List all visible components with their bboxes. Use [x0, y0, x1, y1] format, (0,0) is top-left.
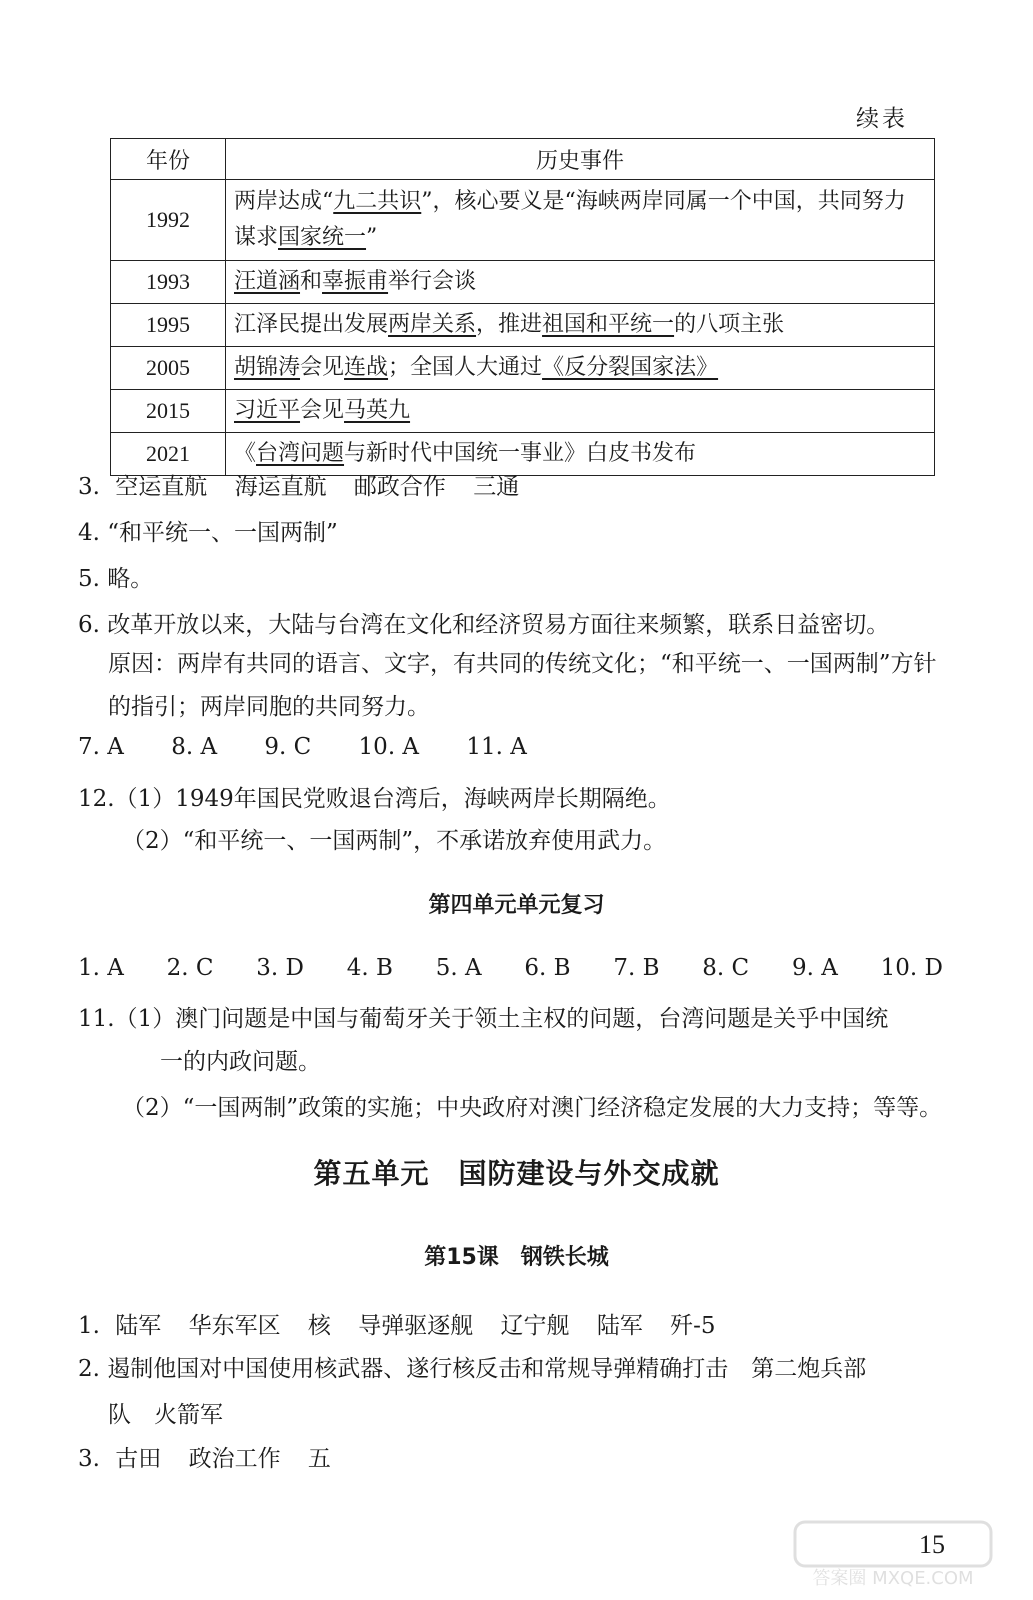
answer-3: 3. 空运直航 海运直航 邮政合作 三通 — [78, 474, 520, 500]
year-cell: 2005 — [111, 347, 226, 390]
watermark-logo-icon — [793, 1520, 993, 1590]
answers-7-11: 7. A 8. A 9. C 10. A 11. A — [78, 734, 527, 760]
unit5-answer-2-line-1: 2. 遏制他国对中国使用核武器、遂行核反击和常规导弹精确打击 第二炮兵部 — [78, 1356, 867, 1382]
event-cell — [226, 180, 935, 261]
table-row — [111, 304, 935, 347]
event-text: 和 — [300, 269, 323, 294]
table-header-row — [111, 139, 935, 180]
event-cell — [226, 261, 935, 304]
event-text: ，推进 — [476, 312, 543, 337]
underlined-term: 汪道涵 — [234, 269, 301, 294]
page-number: 15 — [919, 1530, 945, 1559]
event-text: 与新时代中国统一事业》白皮书发布 — [344, 441, 697, 466]
event-text: 的八项主张 — [674, 312, 785, 337]
history-events-table — [110, 138, 935, 476]
review-answer-11-2: （2）“一国两制”政策的实施；中央政府对澳门经济稳定发展的大力支持；等等。 — [122, 1095, 943, 1121]
underlined-term: 胡锦涛 — [234, 355, 301, 380]
event-text: 举行会谈 — [388, 269, 477, 294]
answer-12-2: （2）“和平统一、一国两制”，不承诺放弃使用武力。 — [122, 828, 667, 854]
year-cell: 1993 — [111, 261, 226, 304]
event-cell — [226, 347, 935, 390]
year-cell: 2015 — [111, 390, 226, 433]
unit5-answer-2-line-2: 队 火箭军 — [108, 1402, 223, 1428]
event-text: ；全国人大通过 — [388, 355, 543, 380]
underlined-term: 辜振甫 — [322, 269, 389, 294]
header-year: 年份 — [111, 139, 226, 180]
unit-5-heading: 第五单元 国防建设与外交成就 — [313, 1157, 720, 1190]
watermark-text: 答案圈 MXQE.COM — [812, 1568, 974, 1589]
table-row — [111, 261, 935, 304]
event-text: 《 — [234, 441, 257, 466]
event-cell — [226, 304, 935, 347]
underlined-term: 国家统一 — [278, 225, 367, 250]
event-text: 江泽民提出发展 — [234, 312, 389, 337]
event-text: ”，核心要义是“海峡两岸同属一个中国，共同努力谋求 — [234, 189, 906, 250]
review-answer-11-1b: 一的内政问题。 — [160, 1049, 321, 1075]
answer-6-line-1: 6. 改革开放以来，大陆与台湾在文化和经济贸易方面往来频繁，联系日益密切。 — [78, 612, 890, 638]
event-text: 会见 — [300, 398, 345, 423]
review-answers-1-10: 1. A 2. C 3. D 4. B 5. A 6. B 7. B 8. C 9. A 10. D — [78, 955, 943, 981]
answer-4: 4. “和平统一、一国两制” — [78, 520, 338, 546]
underlined-term: 《反分裂国家法》 — [542, 355, 719, 380]
table-row — [111, 180, 935, 261]
table-row — [111, 390, 935, 433]
underlined-term: 习近平 — [234, 398, 301, 423]
review-heading: 第四单元单元复习 — [428, 893, 605, 918]
unit5-answer-1: 1. 陆军 华东军区 核 导弹驱逐舰 辽宁舰 陆军 歼-5 — [78, 1313, 716, 1339]
underlined-term: 马英九 — [344, 398, 411, 423]
answer-6-line-2: 原因：两岸有共同的语言、文字，有共同的传统文化；“和平统一、一国两制”方针 — [108, 651, 937, 677]
event-cell — [226, 390, 935, 433]
underlined-term: 连战 — [344, 355, 389, 380]
year-cell: 1992 — [111, 180, 226, 261]
underlined-term: 九二共识 — [333, 189, 422, 214]
review-answer-11-1a: 11.（1）澳门问题是中国与葡萄牙关于领土主权的问题，台湾问题是关乎中国统 — [78, 1006, 889, 1032]
year-cell: 2021 — [111, 433, 226, 476]
continued-label: 续表 — [856, 106, 908, 132]
underlined-term: 两岸关系 — [388, 312, 477, 337]
lesson-15-heading: 第15课 钢铁长城 — [424, 1245, 609, 1270]
event-text: 会见 — [300, 355, 345, 380]
table-row — [111, 347, 935, 390]
unit5-answer-3: 3. 古田 政治工作 五 — [78, 1446, 331, 1472]
event-text: 两岸达成“ — [234, 189, 334, 214]
event-text: ” — [366, 225, 378, 250]
year-cell: 1995 — [111, 304, 226, 347]
answer-12-1: 12.（1）1949年国民党败退台湾后，海峡两岸长期隔绝。 — [78, 786, 671, 812]
answer-5: 5. 略。 — [78, 566, 154, 592]
answer-6-line-3: 的指引；两岸同胞的共同努力。 — [108, 694, 430, 720]
header-event: 历史事件 — [226, 139, 935, 180]
underlined-term: 祖国和平统一 — [542, 312, 675, 337]
underlined-term: 台湾问题 — [256, 441, 345, 466]
